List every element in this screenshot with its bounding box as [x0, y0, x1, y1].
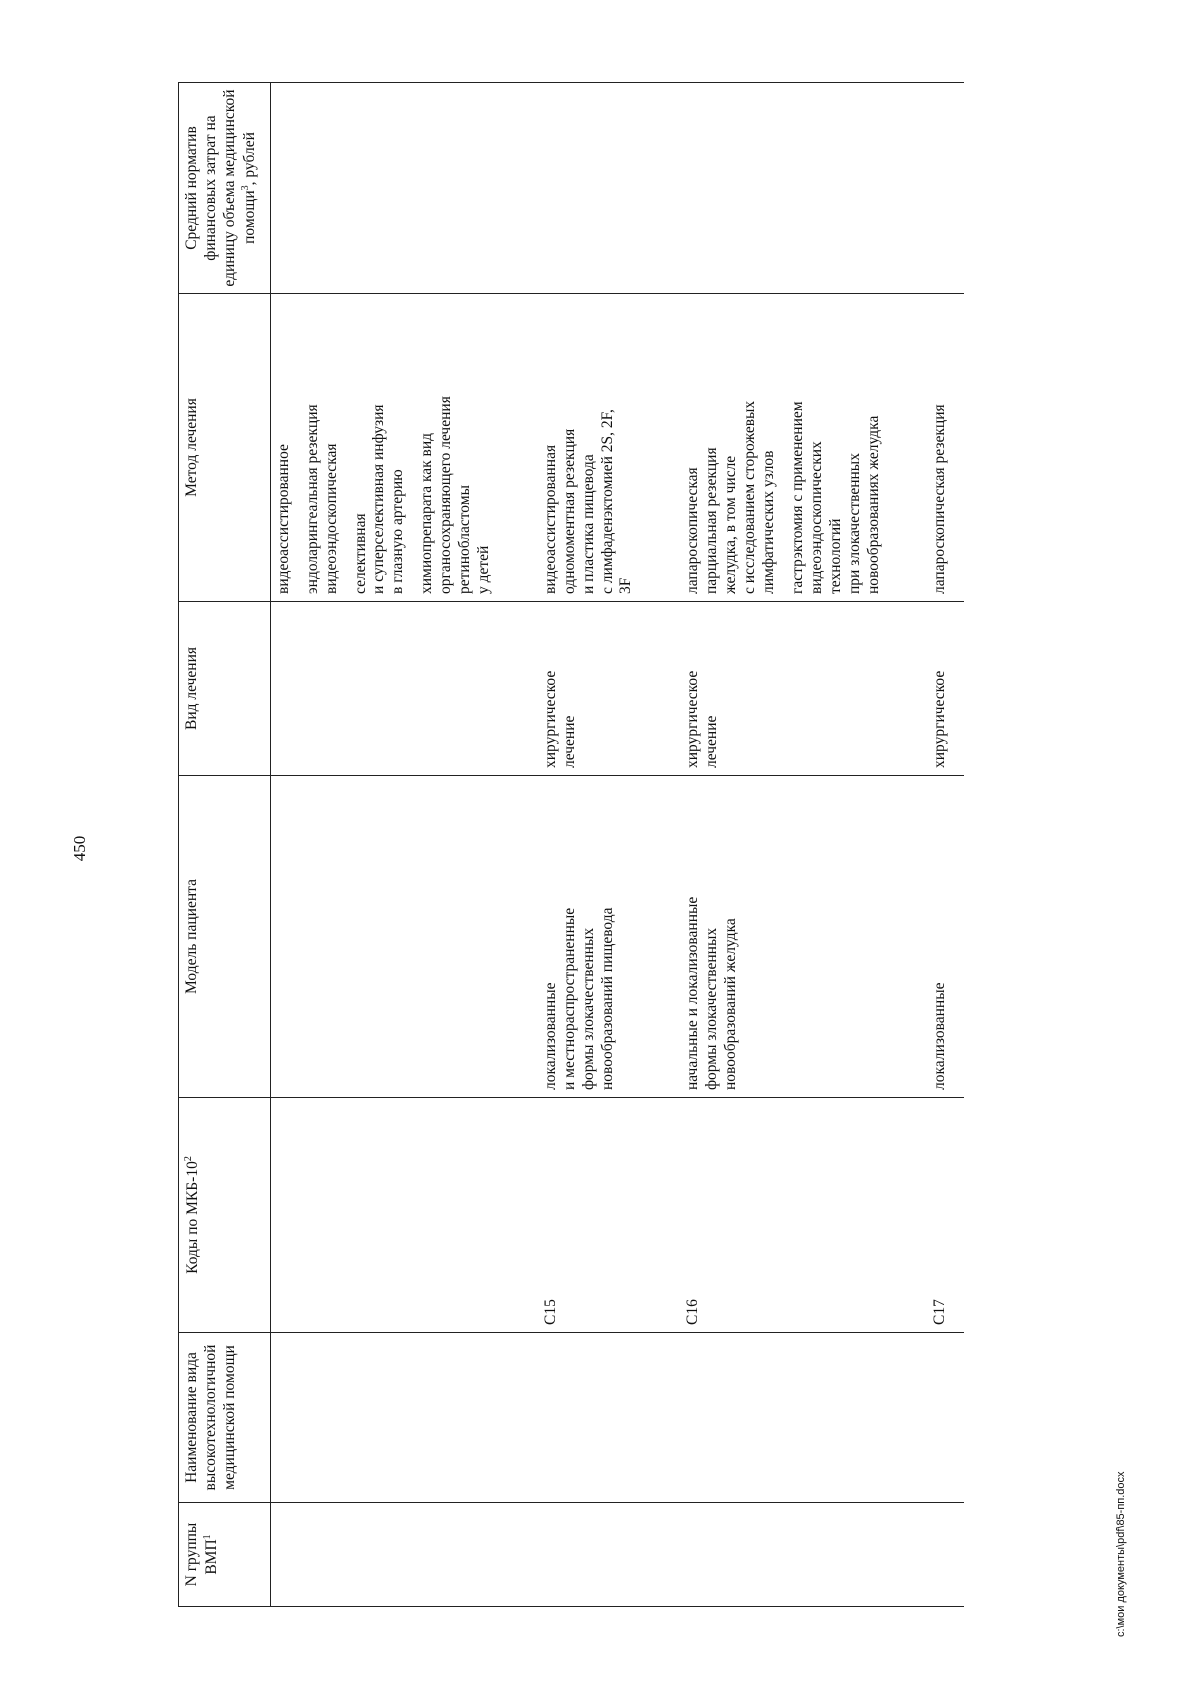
cell-model: локализованные — [927, 776, 964, 1098]
method-item: лапароскопическая резекция — [931, 404, 949, 594]
cell-cost — [927, 83, 964, 294]
method-item: видеоассистированное — [274, 444, 292, 594]
table-row — [680, 83, 897, 1607]
cell-method — [270, 294, 508, 602]
cell-no — [927, 1503, 964, 1607]
method-item: гастрэктомия с применением видеоэндоскопических технологий при злокачественных новообразованиях желудка — [788, 401, 882, 594]
header-cost: Средний норматив финансовых затрат на единицу объема медицинской помощи$^3$, рублей — [179, 83, 271, 294]
table-body — [270, 83, 964, 1607]
header-method: Метод лечения — [179, 294, 271, 602]
cell-codes: C17 — [927, 1098, 964, 1333]
cell-method — [680, 294, 897, 602]
header-codes: Коды по МКБ-$10^2$ — [179, 1098, 271, 1333]
table-row — [270, 83, 508, 1607]
procedures-table — [178, 82, 964, 1607]
cell-treatment-type: хирургическое — [927, 602, 964, 776]
cell-model: локализованные и местнораспространенные формы злокачественных новообразований пищевода — [538, 776, 651, 1098]
cell-model: начальные и локализованные формы злокачественных новообразований желудка — [680, 776, 897, 1098]
method-item: химиопрепарата как вид органосохраняющего лечения ретинобластомы у детей — [418, 396, 492, 594]
header-treatment-type: Вид лечения — [179, 602, 271, 776]
cell-codes: C16 — [680, 1098, 897, 1333]
footer-file-path: c:\мои документы\pdf\85-пп.docx — [1115, 1471, 1127, 1637]
method-item: лапароскопическая парциальная резекция желудка, в том числе с исследованием сторожевых лимфатических узлов — [684, 400, 777, 594]
cell-codes — [270, 1098, 508, 1333]
method-item: селективная и суперселективная инфузия в глазную артерию — [351, 404, 407, 594]
cell-codes: C15 — [538, 1098, 651, 1333]
header-name: Наименование вида высокотехнологичной медицинской помощи — [179, 1333, 271, 1503]
cell-method — [538, 294, 651, 602]
cell-no — [270, 1503, 508, 1607]
cell-cost — [270, 83, 508, 294]
cell-model — [270, 776, 508, 1098]
row-spacer — [508, 83, 538, 1607]
cell-no — [538, 1503, 651, 1607]
cell-cost — [538, 83, 651, 294]
row-spacer — [650, 83, 680, 1607]
cell-method — [927, 294, 964, 602]
table-row — [927, 83, 964, 1607]
cell-name — [270, 1333, 508, 1503]
cell-treatment-type: хирургическое лечение — [680, 602, 897, 776]
page-number: 450 — [70, 835, 89, 862]
table-header — [179, 83, 271, 1607]
cell-no — [680, 1503, 897, 1607]
header-no: N группы ВМП$^1$ — [179, 1503, 271, 1607]
method-item: эндоларингеальная резекция видеоэндоскопическая — [303, 404, 340, 594]
cell-cost — [680, 83, 897, 294]
table-row — [538, 83, 651, 1607]
cell-treatment-type — [270, 602, 508, 776]
cell-treatment-type: хирургическое лечение — [538, 602, 651, 776]
cell-name — [680, 1333, 897, 1503]
header-model: Модель пациента — [179, 776, 271, 1098]
method-item: видеоассистированная одномоментная резекция и пластика пищевода с лимфаденэктомией 2S, 2F, 3F — [541, 409, 635, 594]
cell-name — [927, 1333, 964, 1503]
row-spacer — [897, 83, 927, 1607]
cell-name — [538, 1333, 651, 1503]
